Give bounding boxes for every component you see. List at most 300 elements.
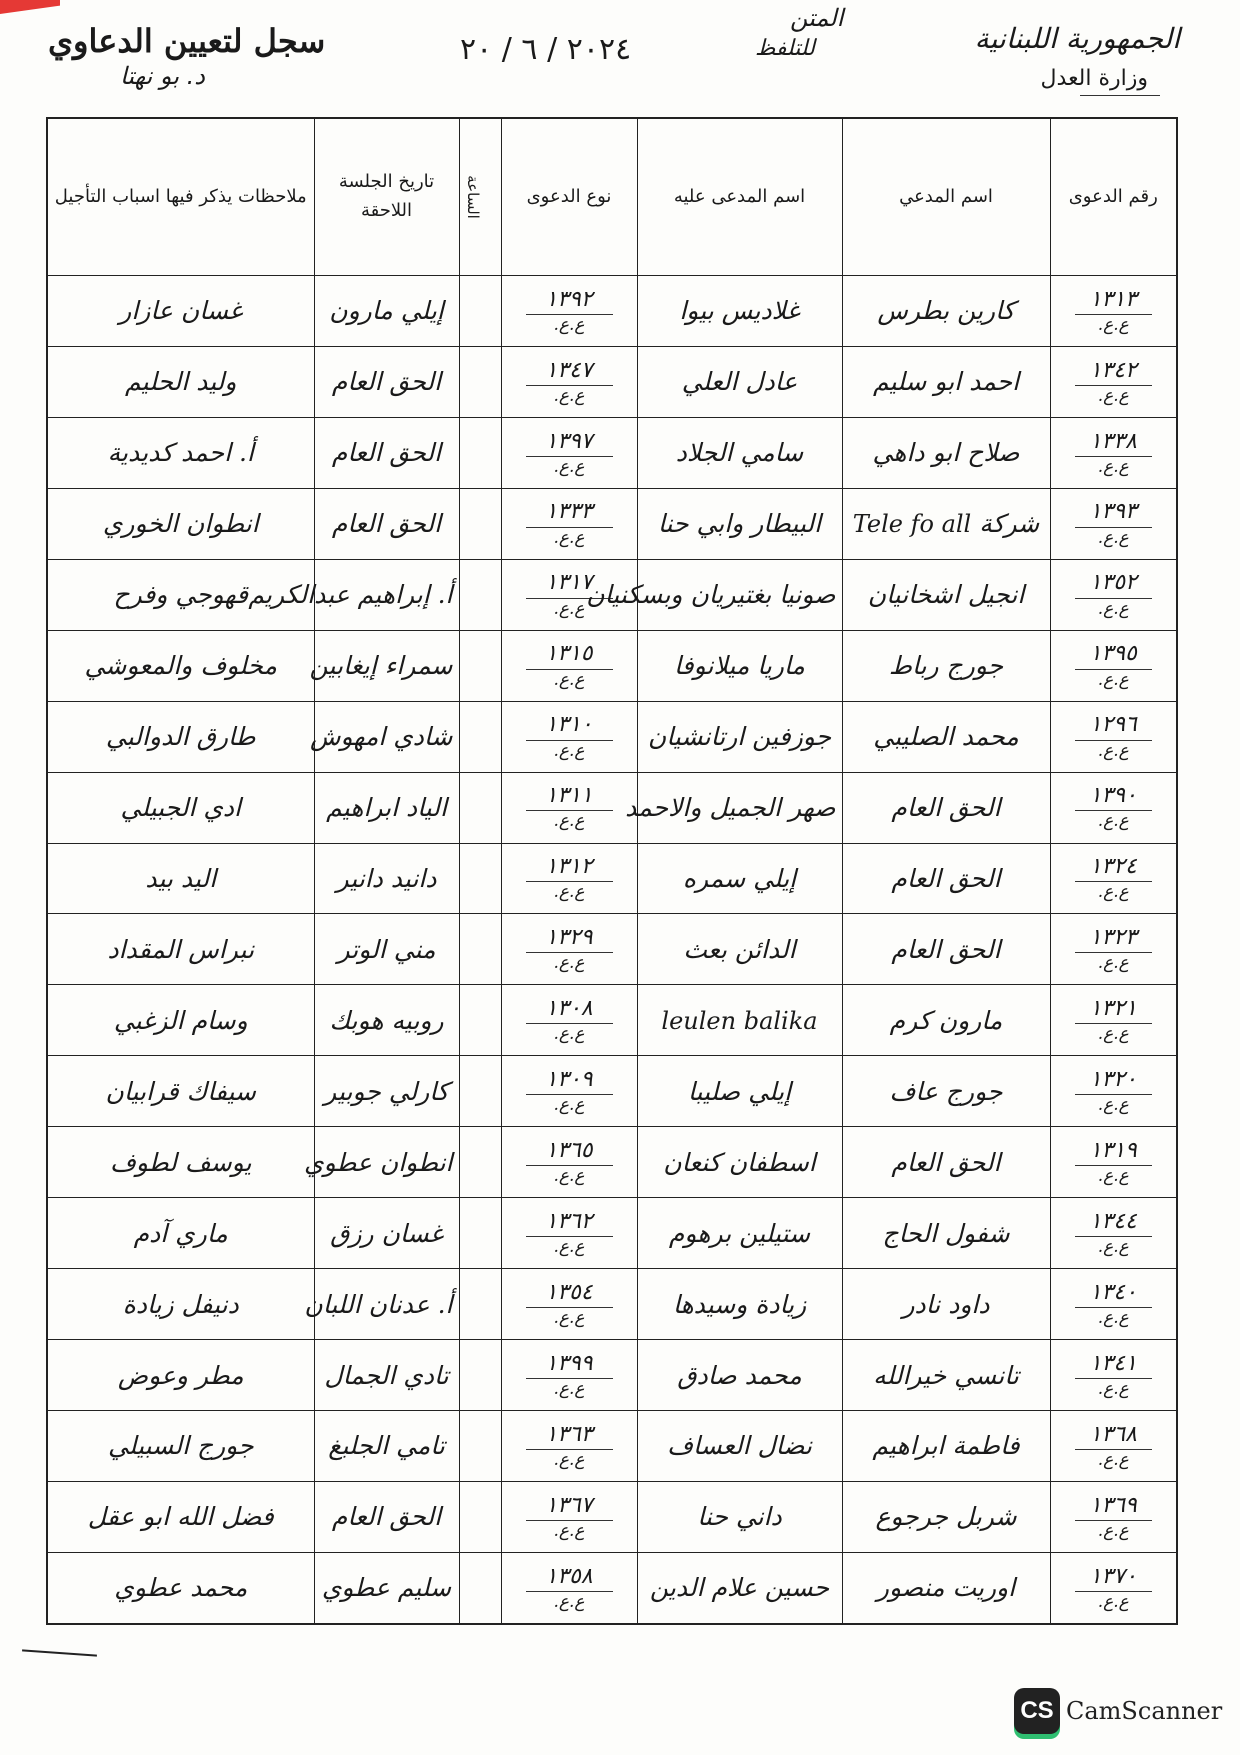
case-number-sub: ع.ع. <box>1075 1165 1153 1186</box>
next-session-value: أ. إبراهيم عبدالكريم <box>248 580 453 610</box>
case-type-sub: ع.ع. <box>526 1094 613 1115</box>
case-number: ١٣٢٣ <box>1089 925 1137 951</box>
next-session-value: تامي الجلبغ <box>328 1431 445 1461</box>
case-type-number: ١٣٠٨ <box>545 996 593 1021</box>
case-number: ١٣٢٠ <box>1089 1066 1137 1092</box>
case-type-sub: ع.ع. <box>526 881 613 902</box>
next-session-value: دانيد دانير <box>336 863 437 893</box>
case-type-number: ١٣٥٨ <box>545 1563 593 1589</box>
plaintiff-cell <box>842 630 1050 701</box>
notes-cell <box>47 488 314 559</box>
plaintiff-name: مارون كرم <box>889 1005 1003 1035</box>
plaintiff-name: محمد الصليبي <box>873 722 1019 752</box>
case-type-sub: ع.ع. <box>526 1520 613 1541</box>
table-row <box>47 346 1177 417</box>
next-session-value: غسان رزق <box>330 1218 443 1248</box>
next-session-value: شادي امهوش <box>309 722 453 752</box>
table-row <box>47 843 1177 914</box>
next-session-value: انطوان عطوي <box>304 1147 453 1177</box>
defendant-name: سامي الجلاد <box>675 438 804 468</box>
hour-cell <box>459 772 501 843</box>
case-type-number: ١٣٦٥ <box>545 1137 593 1163</box>
next-session-value: سليم عطوي <box>321 1573 452 1603</box>
next-session-value: أ. عدنان اللبان <box>304 1289 453 1319</box>
defendant-cell <box>637 346 842 417</box>
next-session-cell <box>314 1411 459 1482</box>
defendant-name: ماريا ميلانوفا <box>674 651 805 681</box>
case-type-sub: ع.ع. <box>526 527 613 548</box>
case-type-cell <box>501 701 637 772</box>
plaintiff-cell <box>842 417 1050 488</box>
next-session-cell <box>309 701 459 772</box>
hour-cell <box>459 488 501 559</box>
case-number-sub: ع.ع. <box>1075 1520 1153 1541</box>
next-session-value: الحق العام <box>331 1502 442 1532</box>
plaintiff-cell <box>842 914 1050 985</box>
notes-cell <box>47 843 314 914</box>
next-session-value: الحق العام <box>331 438 442 468</box>
plaintiff-cell <box>842 701 1050 772</box>
defendant-name: إيلي سمره <box>682 863 797 893</box>
case-type-number: ١٣٦٧ <box>545 1492 593 1518</box>
case-number-cell <box>1050 1127 1177 1198</box>
case-type-sub: ع.ع. <box>526 1378 613 1399</box>
notes-value: محمد عطوي <box>114 1573 248 1603</box>
case-type-number: ١٣١٥ <box>545 641 593 667</box>
case-number-cell <box>1050 843 1177 914</box>
case-number-cell <box>1050 488 1177 559</box>
notes-value: اليد بيد <box>145 863 217 893</box>
case-type-number: ١٣٢٩ <box>545 925 593 951</box>
header-defendant: اسم المدعى عليه <box>637 118 842 276</box>
hour-cell <box>459 559 501 630</box>
header-hour-label: الساعة <box>463 174 482 219</box>
case-number: ١٣٢١ <box>1089 996 1137 1021</box>
notes-value: نبراس المقداد <box>107 934 255 964</box>
hour-cell <box>459 630 501 701</box>
plaintiff-name: شفول الحاج <box>882 1218 1010 1248</box>
case-number: ١٣٦٩ <box>1089 1492 1137 1518</box>
defendant-cell <box>637 417 842 488</box>
case-type-cell <box>501 843 637 914</box>
case-number: ١٣٥٢ <box>1089 570 1137 596</box>
table-row <box>47 1481 1177 1552</box>
defendant-name: عادل العلي <box>681 367 798 397</box>
case-type-cell <box>501 1481 637 1552</box>
notes-value: وليد الحليم <box>125 367 237 397</box>
case-type-number: ١٣٩٢ <box>545 286 593 312</box>
notes-cell <box>47 1198 314 1269</box>
case-number-sub: ع.ع. <box>1075 1094 1153 1115</box>
notes-value: وسام الزغبي <box>113 1005 248 1035</box>
case-number: ١٣٢٤ <box>1089 854 1137 880</box>
case-number-sub: ع.ع. <box>1075 810 1153 831</box>
plaintiff-name: فاطمة ابراهيم <box>872 1431 1020 1461</box>
notes-cell <box>47 772 314 843</box>
case-number-cell <box>1050 1411 1177 1482</box>
defendant-name: اسطفان كنعان <box>663 1147 816 1177</box>
table-row <box>47 985 1177 1056</box>
next-session-cell <box>314 417 459 488</box>
bottom-pen-stroke <box>22 1649 97 1656</box>
court-subtitle: للتلفظ <box>755 36 815 61</box>
notes-value: طارق الدوالبي <box>105 722 256 752</box>
next-session-value: الحق العام <box>331 367 442 397</box>
case-number-cell <box>1050 985 1177 1056</box>
next-session-value: تادي الجمال <box>324 1360 449 1390</box>
case-type-cell <box>501 630 637 701</box>
case-number-cell <box>1050 772 1177 843</box>
case-type-number: ١٣٦٢ <box>545 1208 593 1234</box>
header-case-type: نوع الدعوى <box>501 118 637 276</box>
plaintiff-name: شربل جرجوع <box>875 1502 1017 1532</box>
next-session-value: إيلي مارون <box>329 296 444 326</box>
case-number-sub: ع.ع. <box>1075 952 1153 973</box>
defendant-name: محمد صادق <box>677 1360 802 1390</box>
notes-cell <box>47 276 314 347</box>
case-type-number: ١٣١٠ <box>545 712 593 738</box>
ministry-underline <box>1080 95 1160 96</box>
table-row <box>47 630 1177 701</box>
case-type-number: ١٣٩٧ <box>545 428 593 454</box>
plaintiff-name: اوريت منصور <box>876 1573 1016 1603</box>
case-type-cell <box>501 346 637 417</box>
case-type-number: ١٣٣٣ <box>545 499 593 525</box>
plaintiff-cell <box>842 1056 1050 1127</box>
case-number-sub: ع.ع. <box>1075 385 1153 406</box>
case-type-cell <box>501 772 637 843</box>
plaintiff-cell <box>842 276 1050 347</box>
plaintiff-cell <box>842 1127 1050 1198</box>
plaintiff-name: داود نادر <box>902 1289 990 1319</box>
notes-cell <box>47 1056 314 1127</box>
table-row <box>47 1340 1177 1411</box>
case-number-cell <box>1050 276 1177 347</box>
plaintiff-cell <box>842 1340 1050 1411</box>
notes-cell <box>47 985 314 1056</box>
register-title: سجل لتعيين الدعاوي <box>48 22 326 60</box>
hour-cell <box>459 346 501 417</box>
plaintiff-latin-name: Tele fo all <box>852 510 972 539</box>
plaintiff-name: الحق العام <box>891 1147 1001 1177</box>
notes-value: انطوان الخوري <box>102 509 259 539</box>
table-row <box>47 1127 1177 1198</box>
hour-cell <box>459 1198 501 1269</box>
case-number: ١٣١٩ <box>1089 1137 1137 1163</box>
case-type-number: ١٣١٢ <box>545 854 593 880</box>
case-type-cell <box>501 985 637 1056</box>
notes-value: جورج السبيلي <box>107 1431 254 1461</box>
plaintiff-cell <box>842 488 1050 559</box>
case-number-sub: ع.ع. <box>1075 456 1153 477</box>
next-session-cell <box>314 1056 459 1127</box>
case-number-cell <box>1050 1552 1177 1624</box>
case-number: ١٣٩٣ <box>1089 499 1137 525</box>
court-name: المتن <box>790 4 844 32</box>
case-number-sub: ع.ع. <box>1075 881 1153 902</box>
case-number-sub: ع.ع. <box>1075 598 1153 619</box>
plaintiff-cell <box>842 1269 1050 1340</box>
case-type-cell <box>501 488 637 559</box>
republic-title: الجمهورية اللبنانية <box>974 22 1180 55</box>
table-row <box>47 772 1177 843</box>
case-type-sub: ع.ع. <box>526 1307 613 1328</box>
case-type-cell <box>501 1269 637 1340</box>
defendant-cell <box>637 1269 842 1340</box>
case-type-sub: ع.ع. <box>526 1165 613 1186</box>
table-row <box>47 701 1177 772</box>
case-number-cell <box>1050 701 1177 772</box>
defendant-cell <box>637 985 842 1056</box>
plaintiff-cell <box>842 843 1050 914</box>
case-number: ١٣٩٠ <box>1089 783 1137 809</box>
next-session-cell <box>314 1340 459 1411</box>
case-type-sub: ع.ع. <box>526 810 613 831</box>
defendant-name: حسين علام الدين <box>649 1573 830 1603</box>
notes-cell <box>47 1340 314 1411</box>
case-number-cell <box>1050 559 1177 630</box>
defendant-name: البيطار وابي حنا <box>657 509 822 539</box>
notes-value: قهوجي وفرح <box>113 580 249 610</box>
case-type-sub: ع.ع. <box>526 385 613 406</box>
case-number: ١٣٤٤ <box>1089 1208 1137 1234</box>
next-session-cell <box>314 276 459 347</box>
case-number-cell <box>1050 1269 1177 1340</box>
plaintiff-cell <box>842 1198 1050 1269</box>
case-type-number: ١٣٥٤ <box>545 1279 593 1305</box>
camscanner-logo-icon: CS <box>1014 1688 1060 1734</box>
case-number-sub: ع.ع. <box>1075 527 1153 548</box>
defendant-cell <box>637 914 842 985</box>
plaintiff-name: الحق العام <box>891 793 1001 823</box>
case-type-sub: ع.ع. <box>526 314 613 335</box>
notes-value: ماري آدم <box>133 1218 228 1248</box>
ministry-title: وزارة العدل <box>1040 66 1148 91</box>
plaintiff-name: الحق العام <box>891 934 1001 964</box>
case-type-number: ١٣٦٣ <box>545 1421 593 1447</box>
case-type-cell <box>501 417 637 488</box>
defendant-cell <box>637 1127 842 1198</box>
plaintiff-cell <box>842 1411 1050 1482</box>
plaintiff-cell <box>842 985 1050 1056</box>
camscanner-name: CamScanner <box>1066 1697 1223 1725</box>
case-type-sub: ع.ع. <box>526 1449 613 1470</box>
defendant-name: ستيلين برهوم <box>668 1218 811 1248</box>
case-number-sub: ع.ع. <box>1075 314 1153 335</box>
table-row <box>47 417 1177 488</box>
table-row <box>47 488 1177 559</box>
hour-cell <box>459 276 501 347</box>
case-number-cell <box>1050 630 1177 701</box>
case-number: ١٣٧٠ <box>1089 1563 1137 1589</box>
case-type-number: ١٣٩٩ <box>545 1350 593 1376</box>
cases-register-table <box>46 117 1178 1625</box>
notes-cell <box>47 1127 314 1198</box>
case-type-sub: ع.ع. <box>526 740 613 761</box>
defendant-cell <box>637 1481 842 1552</box>
next-session-cell <box>314 488 459 559</box>
case-number: ١٣٤٠ <box>1089 1279 1137 1305</box>
case-number-sub: ع.ع. <box>1075 1307 1153 1328</box>
defendant-cell <box>637 630 842 701</box>
next-session-cell <box>314 985 459 1056</box>
case-number-cell <box>1050 1481 1177 1552</box>
case-number-cell <box>1050 1340 1177 1411</box>
defendant-name: صونيا بغتيريان وبسكنيان <box>586 580 836 610</box>
header-hour <box>459 118 501 276</box>
session-date: ٢٠٢٤ / ٦ / ٢٠ <box>460 32 632 67</box>
defendant-cell <box>637 843 842 914</box>
notes-value: ادي الجبيلي <box>120 793 241 823</box>
plaintiff-name: جورج رباط <box>888 651 1004 681</box>
judge-name: د. بو نهتا <box>120 62 205 90</box>
table-row <box>47 1411 1177 1482</box>
case-type-number: ١٣٠٩ <box>545 1066 593 1092</box>
hour-cell <box>459 985 501 1056</box>
case-number-sub: ع.ع. <box>1075 1449 1153 1470</box>
plaintiff-name: الحق العام <box>891 863 1001 893</box>
hour-cell <box>459 1552 501 1624</box>
header-plaintiff: اسم المدعي <box>842 118 1050 276</box>
next-session-cell <box>314 1198 459 1269</box>
hour-cell <box>459 1127 501 1198</box>
notes-value: غسان عازار <box>119 296 243 326</box>
case-type-cell <box>501 1340 637 1411</box>
case-number-sub: ع.ع. <box>1075 1591 1153 1612</box>
case-type-sub: ع.ع. <box>526 598 613 619</box>
hour-cell <box>459 1056 501 1127</box>
case-number: ١٣٩٥ <box>1089 641 1137 667</box>
case-number: ١٢٩٦ <box>1089 712 1137 738</box>
case-number-cell <box>1050 417 1177 488</box>
hour-cell <box>459 1269 501 1340</box>
next-session-value: سمراء إيغابين <box>309 651 453 681</box>
header-notes: ملاحظات يذكر فيها اسباب التأجيل <box>47 118 314 276</box>
defendant-name: زيادة وسيدها <box>672 1289 807 1319</box>
notes-cell <box>47 1269 314 1340</box>
next-session-cell <box>304 1269 459 1340</box>
plaintiff-name: تانسي خيرالله <box>873 1360 1019 1390</box>
plaintiff-cell <box>842 559 1050 630</box>
next-session-value: الحق العام <box>331 509 442 539</box>
case-number-sub: ع.ع. <box>1075 1378 1153 1399</box>
notes-cell <box>47 701 314 772</box>
plaintiff-name: انجيل اشخانيان <box>867 580 1025 610</box>
plaintiff-name: شركة <box>979 509 1040 539</box>
notes-value: دنيفل زيادة <box>122 1289 239 1319</box>
case-type-cell <box>501 1127 637 1198</box>
case-number-sub: ع.ع. <box>1075 1023 1153 1044</box>
next-session-cell <box>314 1552 459 1624</box>
defendant-cell <box>637 488 842 559</box>
case-type-sub: ع.ع. <box>526 952 613 973</box>
defendant-cell <box>637 1056 842 1127</box>
defendant-cell <box>637 701 842 772</box>
defendant-name: داني حنا <box>697 1502 782 1532</box>
plaintiff-cell <box>842 1481 1050 1552</box>
defendant-cell <box>637 1552 842 1624</box>
next-session-value: الياد ابراهيم <box>326 793 447 823</box>
case-type-cell <box>501 1411 637 1482</box>
notes-cell <box>47 1552 314 1624</box>
table-header-row <box>47 118 1177 276</box>
notes-value: يوسف لطوف <box>109 1147 252 1177</box>
notes-cell <box>47 630 314 701</box>
document-header <box>0 0 1240 120</box>
next-session-cell <box>314 843 459 914</box>
case-number-cell <box>1050 1056 1177 1127</box>
table-row <box>47 914 1177 985</box>
case-number: ١٣١٣ <box>1089 286 1137 312</box>
case-number: ١٣٣٨ <box>1089 428 1137 454</box>
defendant-cell <box>637 1411 842 1482</box>
table-row <box>47 559 1177 630</box>
next-session-value: مني الوتر <box>337 934 436 964</box>
case-type-number: ١٣١٧ <box>545 570 593 596</box>
table-row <box>47 1198 1177 1269</box>
notes-value: سيفاك قرابيان <box>105 1076 256 1106</box>
hour-cell <box>459 1411 501 1482</box>
next-session-cell <box>314 346 459 417</box>
header-next-session: تاريخ الجلسة اللاحقة <box>314 118 459 276</box>
case-type-cell <box>501 1552 637 1624</box>
case-type-sub: ع.ع. <box>526 1023 613 1044</box>
plaintiff-name: احمد ابو سليم <box>872 367 1020 397</box>
defendant-name: الدائن بعث <box>683 934 796 964</box>
table-row <box>47 1056 1177 1127</box>
table-row <box>47 1552 1177 1624</box>
hour-cell <box>459 417 501 488</box>
notes-cell <box>47 417 314 488</box>
notes-cell <box>47 914 314 985</box>
case-number: ١٣٤١ <box>1089 1350 1137 1376</box>
header-case-number: رقم الدعوى <box>1050 118 1177 276</box>
case-number: ١٣٦٨ <box>1089 1421 1137 1447</box>
table-row <box>47 276 1177 347</box>
defendant-name: نضال العساف <box>667 1431 812 1461</box>
hour-cell <box>459 843 501 914</box>
next-session-cell <box>304 1127 459 1198</box>
notes-value: مخلوف والمعوشي <box>84 651 277 681</box>
next-session-cell <box>314 1481 459 1552</box>
next-session-cell <box>314 914 459 985</box>
notes-value: أ. احمد كديدية <box>107 438 254 468</box>
case-number: ١٣٤٢ <box>1089 357 1137 383</box>
case-type-cell <box>501 276 637 347</box>
hour-cell <box>459 1481 501 1552</box>
case-type-number: ١٣٤٧ <box>545 357 593 383</box>
defendant-cell <box>625 772 842 843</box>
plaintiff-name: كارين بطرس <box>877 296 1015 326</box>
case-type-cell <box>501 1056 637 1127</box>
case-type-sub: ع.ع. <box>526 456 613 477</box>
hour-cell <box>459 701 501 772</box>
notes-cell <box>47 346 314 417</box>
notes-cell <box>47 1481 314 1552</box>
notes-value: فضل الله ابو عقل <box>87 1502 274 1532</box>
next-session-cell <box>248 559 459 630</box>
case-number-cell <box>1050 914 1177 985</box>
defendant-cell <box>637 1340 842 1411</box>
defendant-latin-name: leulen balika <box>661 1006 818 1035</box>
case-number-cell <box>1050 346 1177 417</box>
case-type-sub: ع.ع. <box>526 1591 613 1612</box>
defendant-cell <box>586 559 842 630</box>
case-type-cell <box>501 1198 637 1269</box>
table-row <box>47 1269 1177 1340</box>
case-type-number: ١٣١١ <box>545 783 593 809</box>
next-session-cell <box>309 630 459 701</box>
